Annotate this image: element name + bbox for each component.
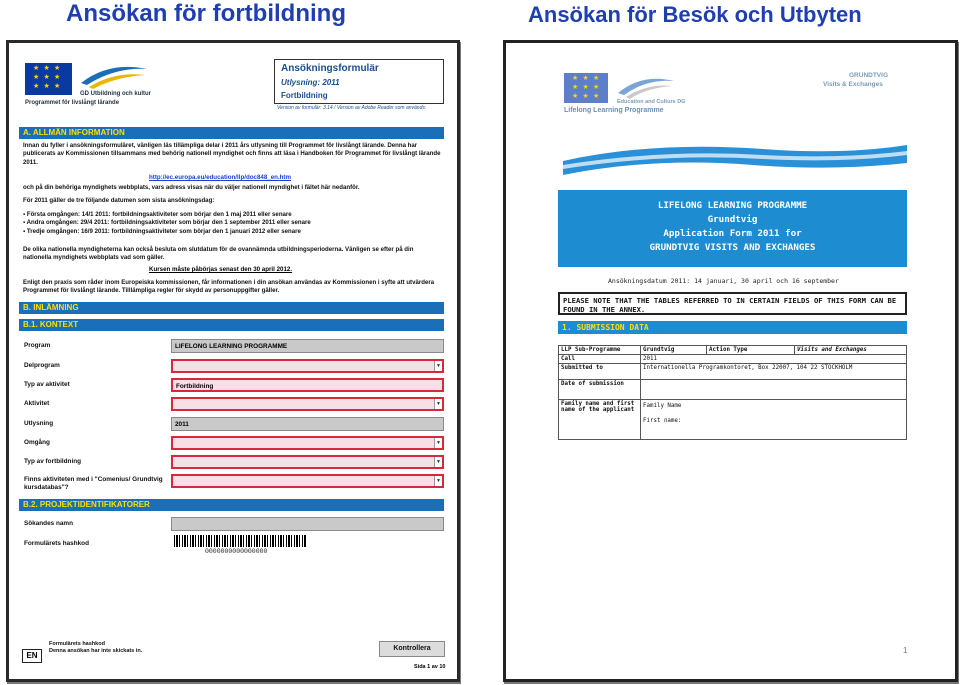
table-row [559,346,907,355]
deadlines-intro: För 2011 gäller de tre följande datumen som sista ansökningsdag: [23,197,215,204]
llp-logo-icon [79,61,149,89]
applicant-name-label: Sökandes namn [24,520,74,527]
section-b-bar: B. INLÄMNING [19,302,444,314]
dg-logo-text: GD Utbildning och kultur [80,91,151,97]
program-field: LIFELONG LEARNING PROGRAMME [171,339,444,353]
table-cell: Call [559,355,641,364]
title-line: Grundtvig [707,214,758,225]
visits-exchanges-form-document [503,40,958,682]
chevron-down-icon[interactable]: ▼ [434,476,442,486]
title-line: Application Form 2011 for [663,228,802,239]
program-label: Program [24,342,51,349]
table-row [559,400,907,440]
first-name-field: First name: [643,418,682,424]
table-row [559,355,907,364]
authority-text: och på din behöriga myndighets webbplats, vars adress visas när du väljer nationell myndighet i fältet här nedanför. [23,184,360,191]
grundtvig-label: GRUNDTVIG [849,72,888,79]
section-b1-bar: B.1. KONTEXT [19,319,444,331]
title-line: LIFELONG LEARNING PROGRAMME [657,200,808,211]
form-title-box [274,59,444,104]
llp-text: Lifelong Learning Programme [564,107,664,114]
footer-status: Denna ansökan har inte skickats in. [49,648,143,654]
annex-note: PLEASE NOTE THAT THE TABLES REFERRED TO IN CERTAIN FIELDS OF THIS FORM CAN BE FOUND IN THE ANNEX. [558,292,907,315]
round-select[interactable] [171,436,444,450]
fortbildning-form-document [6,40,460,682]
visits-exchanges-label: Visits & Exchanges [823,81,883,88]
submission-table [558,345,907,440]
wave-banner-image [563,139,907,175]
list-item: ▪ Första omgången: 14/1 2011: fortbildningsaktiviteter som börjar den 1 maj 2011 eller senare [23,211,292,218]
llp-logo-text: Programmet för livslångt lärande [25,100,120,106]
deadlines-list [23,211,443,236]
form-title: Ansökningsformulär [281,63,379,74]
chevron-down-icon[interactable]: ▼ [434,457,442,467]
page-number: 1 [903,646,908,655]
subprogram-select[interactable] [171,359,444,373]
course-database-select[interactable] [171,474,444,488]
version-line: Version av formulär: 3.14 / Version av Adobe Reader som används: [277,105,427,111]
activity-type-field[interactable]: Fortbildning [171,378,444,392]
dg-logo-text: Education and Culture DG [617,99,686,105]
agencies-text: De olika nationella myndigheterna kan också besluta om slutdatum för de ovannämnda utbildningsperioderna. Vänligen se efter på din nationella myndighets webbplats vad som gäller. [23,246,414,262]
list-item: ▪ Andra omgången: 29/4 2011: fortbildningsaktiviteter som börjar den 1 september 2011 eller senare [23,219,311,227]
table-cell: LLP Sub-Programme [559,346,641,355]
training-type-select[interactable] [171,455,444,469]
table-cell [641,400,907,440]
training-type-label: Typ av fortbildning [24,458,82,465]
table-cell: Grundtvig [641,346,707,355]
subprogram-label: Delprogram [24,362,60,369]
handbook-link[interactable]: http://ec.europa.eu/education/llp/doc848_en.htm [149,174,291,181]
privacy-text: Enligt den praxis som råder inom Europeiska kommissionen, får informationen i din ansökan användas av Kommissionen i syfte att utvärdera Programmet för livslångt lärande. Tilllämpliga regler för skydd av personuppgifter gäller. [23,279,435,295]
title-line: GRUNDTVIG VISITS AND EXCHANGES [649,242,816,253]
list-item: ▪ Tredje omgången: 16/9 2011: fortbildningsaktiviteter som börjar den 1 januari 2012 eller senare [23,227,301,235]
table-cell: Family name and first name of the applicant [559,400,641,440]
hash-label: Formulärets hashkod [24,540,89,547]
table-cell: Submitted to [559,364,641,380]
chevron-down-icon[interactable]: ▼ [434,399,442,409]
call-field: 2011 [171,417,444,431]
call-label: Utlysning [24,420,54,427]
intro-text: Innan du fyller i ansökningsformuläret, vänligen läs tillämpliga delar i 2011 års utlysning till Programmet för livslångt lärande. Denna har publicerats av Kommissionen tillsammans med behörig nationell myndighet och finns att läsa i Handboken för Programmet för livslångt lärande 2011. [23,142,441,166]
round-label: Omgång [24,439,50,446]
application-dates: Ansökningsdatum 2011: 14 januari, 30 april och 16 september [608,277,839,285]
language-badge: EN [22,649,42,663]
table-cell: 2011 [641,355,907,364]
check-button[interactable]: Kontrollera [379,641,445,657]
table-row [559,364,907,380]
section-a-bar: A. ALLMÄN INFORMATION [19,127,444,139]
activity-select[interactable] [171,397,444,411]
chevron-down-icon[interactable]: ▼ [434,438,442,448]
eu-flag-icon [564,73,608,103]
barcode-digits: 0000000000000000 [205,548,268,555]
table-cell: Internationella Programkontoret, Box 22007, 104 22 STOCKHOLM [641,364,907,380]
eu-flag-icon [25,63,72,95]
course-database-label: Finns aktiviteten med i "Comenius/ Grundtvig kursdatabas"? [24,476,163,491]
table-cell [641,380,907,400]
table-cell: Date of submission [559,380,641,400]
activity-label: Aktivitet [24,400,50,407]
activity-type-label: Typ av aktivitet [24,381,70,388]
form-call: Utlysning: 2011 [281,78,340,87]
footer-hash-label: Formulärets hashkod [49,641,105,647]
left-heading: Ansökan för fortbildning [66,0,346,27]
applicant-name-field [171,517,444,531]
table-cell: Action Type [707,346,795,355]
family-name-field: Family Name [643,403,682,409]
course-start-text: Kursen måste påbörjas senast den 30 april 2012. [149,266,293,273]
submission-data-bar: 1. SUBMISSION DATA [558,321,907,334]
table-cell: Visits and Exchanges [795,346,907,355]
llp-logo-icon [616,73,676,99]
form-title-box [558,190,907,267]
page-number: Sida 1 av 10 [414,664,446,670]
barcode-image [174,535,306,547]
form-type: Fortbildning [281,91,328,100]
table-row [559,380,907,400]
section-b2-bar: B.2. PROJEKTIDENTIFIKATORER [19,499,444,511]
chevron-down-icon[interactable]: ▼ [434,361,442,371]
right-heading: Ansökan för Besök och Utbyten [528,2,862,27]
